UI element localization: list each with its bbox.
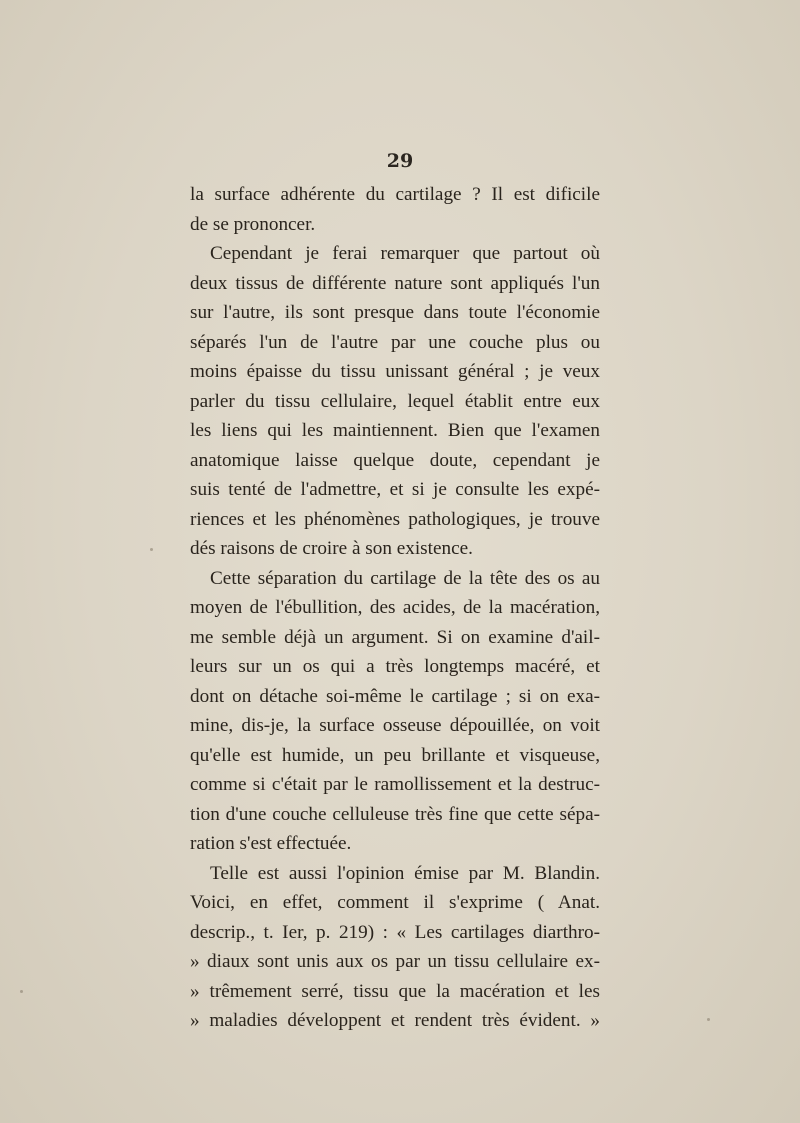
text-line: moins épaisse du tissu unissant général ; je veux: [190, 361, 600, 382]
text-line: suis tenté de l'admettre, et si je consulte les expé-: [190, 479, 600, 500]
text-line: descrip., t. Ier, p. 219) : « Les cartilages diarthro-: [190, 921, 600, 943]
text-line: ration s'est effectuée.: [190, 833, 352, 854]
text-line: dés raisons de croire à son existence.: [190, 538, 473, 559]
text-line: les liens qui les maintiennent. Bien que l'examen: [190, 420, 600, 441]
text-line: la surface adhérente du cartilage ? Il est dificile: [190, 184, 600, 205]
paper-speck: [150, 548, 153, 551]
text-line: riences et les phénomènes pathologiques, je trouve: [190, 508, 600, 530]
text-line: Cette séparation du cartilage de la tête des os au: [210, 567, 600, 589]
text-line: Cependant je ferai remarquer que partout où: [210, 243, 600, 264]
text-line: » trêmement serré, tissu que la macération et les: [190, 980, 600, 1002]
text-line: mine, dis-je, la surface osseuse dépouillée, on voit: [190, 715, 600, 736]
text-line: sur l'autre, ils sont presque dans toute l'économie: [190, 302, 600, 323]
text-line: dont on détache soi-même le cartilage ; si on exa-: [190, 685, 600, 707]
text-line: deux tissus de différente nature sont appliqués l'un: [190, 272, 600, 294]
text-line: Voici, en effet, comment il s'exprime ( Anat.: [190, 892, 600, 913]
text-line: moyen de l'ébullition, des acides, de la macération,: [190, 597, 600, 618]
text-line: me semble déjà un argument. Si on examine d'ail-: [190, 626, 600, 648]
text-line: » diaux sont unis aux os par un tissu cellulaire ex-: [190, 951, 600, 972]
text-line: anatomique laisse quelque doute, cependant je: [190, 449, 600, 471]
paper-speck: [20, 990, 23, 993]
text-line: comme si c'était par le ramollissement et la destruc-: [190, 774, 600, 795]
paper-speck: [707, 1018, 710, 1021]
text-line: de se prononcer.: [190, 213, 316, 235]
text-line: qu'elle est humide, un peu brillante et visqueuse,: [190, 744, 600, 766]
text-line: » maladies développent et rendent très évident. »: [190, 1010, 600, 1031]
body-text: [190, 180, 600, 1036]
text-line: tion d'une couche celluleuse très fine que cette sépa-: [190, 803, 600, 825]
text-line: séparés l'un de l'autre par une couche plus ou: [190, 331, 600, 353]
page-number: 29: [386, 150, 414, 172]
text-line: leurs sur un os qui a très longtemps macéré, et: [190, 656, 600, 677]
text-line: parler du tissu cellulaire, lequel établit entre eux: [190, 390, 600, 412]
text-line: Telle est aussi l'opinion émise par M. Blandin.: [210, 862, 600, 884]
